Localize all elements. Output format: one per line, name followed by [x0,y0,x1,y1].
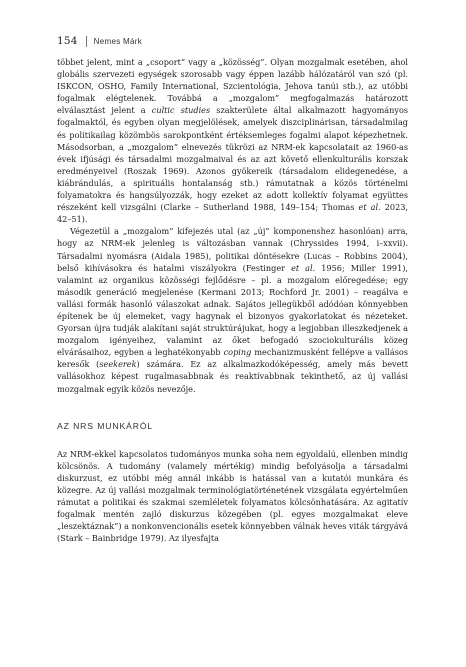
section-heading: AZ NRS MUNKÁRÓL [57,420,154,431]
italic-term: seekerek [99,359,137,370]
paragraph: többet jelent, mint a „csoport” vagy a „közösség”. Olyan mozgalmak esetében, ahol globális szervezeti egységek szorosabb vagy éppen lazább hálózatáról van szó (pl. ISKCON, OSHO, Family International, Szcientológia, Jehova tanúi stb.), az utóbbi fogalmak elégtelenek. Továbbá a „mozgalom” megfogalmazás határozott elválasztást jelent a cultic studies szakterülete által alkalmazott hagyományos fogalmaktól, és egyben olyan megjelölések, amelyek diszciplinárisan, társadalmilag és politikailag közömbös sarokpontként értéksemleges fogalmi alapot képezhetnek. Másodsorban, a „mozgalom” elnevezés tükrözi az NRM-ek kapcsolatait az 1960-as évek ifjúsági és társadalmi mozgalmaival és az azt követő ellenkulturális korszak eredményeivel (Roszak 1969). Azonos gyökereik (társadalom elidegenedése, a kiábrándulás, a spirituális hontalanság stb.) rámutatnak a közös történelmi folyamatokra és hangsúlyozzák, hogy ezeket az adott kollektív folyamat együttes részeként kell vizsgálni (Clarke – Sutherland 1988, 149–154; Thomas et al. 2023, 42–51). [57,57,409,225]
italic-term: et al. [291,262,316,273]
italic-term: coping [223,347,252,358]
running-header [57,34,142,48]
italic-term: et al. [358,202,381,213]
italic-term: cultic studies [151,105,211,116]
header-divider [86,36,87,47]
running-author: Nemes Márk [93,36,142,46]
paragraph: Végezetül a „mozgalom” kifejezés utal (az „új” komponenshez hasonlóan) arra, hogy az NRM-ek jelenleg is változásban vannak (Chryssides 1994, i–xxvii). Társadalmi nyomásra (Aidala 1985), politikai döntésekre (Lucas – Robbins 2004), belső kihívásokra és hatalmi viszályokra (Festinger et al. 1956; Miller 1991), valamint az organikus közösségi fejlődésre – pl. a mozgalom előregedése; egy második generáció megjelenése (Kermani 2013; Rochford Jr. 2001) – reagálva e vallási formák hasonló válaszokat adnak. Sajátos jellegükből adódóan könnyebben építenek be új elemeket, vagy hagynak el bizonyos gyakorlatokat és nézeteket. Gyorsan újra tudják alakítani saját struktúrájukat, hogy a legjobban illeszkedjenek a mozgalom igényeihez, valamint az őket befogadó szociokulturális közeg elvárásaihoz, egyben a leghatékonyabb coping mechanizmusként fellépve a vallásos keresők (seekerek) számára. Ez az alkalmazkodóképesség, amely más bevett vallásokhoz képest rugalmasabbnak és reaktívabbnak tekinthető, az új vallási mozgalmak egyik közös nevezője. [57,226,409,394]
page-number: 154 [57,35,78,47]
body-text [57,56,408,544]
paragraph: Az NRM-ekkel kapcsolatos tudományos munka soha nem egyoldalú, ellenben mindig kölcsönös. A tudomány (valamely mértékig) mindig befolyásolja a társadalmi diskurzust, ez utóbbi még annál inkább is hatással van a kutatói munkára és közegre. Az új vallási mozgalmak terminológiatörténetének vizsgálata egyértelműen rámutat a politikai és szakmai szemléletek folyamatos kölcsönhatására. Az agitatív fogalmak mentén zajló diskurzus közegében (pl. egyes mozgalmakat eleve „leszektáznak”) a nonkonvencionális esetek könnyebben válnak heves viták tárgyává (Stark – Bainbridge 1979). Az ilyesfajta [57,448,408,544]
